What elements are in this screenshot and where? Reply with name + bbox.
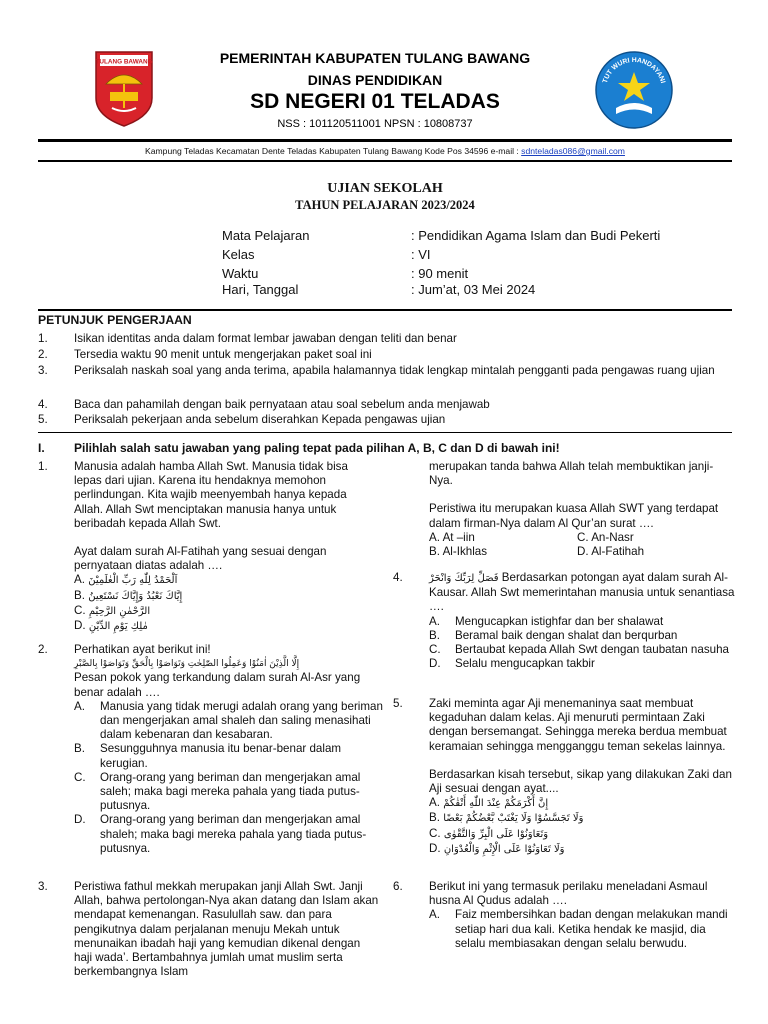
- option-text: اَلْحَمْدُ لِلّٰهِ رَبِّ الْعٰلَمِيْنَ: [88, 575, 178, 587]
- question-text: [429, 571, 739, 615]
- info-row-class: [222, 247, 742, 265]
- option-text: Orang-orang yang beriman dan mengerjakan amal saleh; maka bagi mereka pahala yang tiada putus-putusnya.: [100, 770, 361, 813]
- option-c[interactable]: [74, 604, 374, 619]
- header-divider-top: [38, 139, 732, 142]
- option-text: Orang-orang yang beriman dan mengerjakan amal shaleh; maka bagi mereka pahala yang tiada putus-putusnya.: [100, 813, 367, 855]
- option-key: D.: [429, 657, 441, 671]
- section-divider: [38, 432, 732, 433]
- info-label: Waktu: [222, 266, 259, 281]
- question-prompt: Berdasarkan kisah tersebut, sikap yang dilakukan Zaki dan Aji sesuai dengan ayat....: [429, 767, 732, 796]
- question-intro: Perhatikan ayat berikut ini!: [74, 643, 211, 656]
- info-row-subject: [222, 228, 742, 246]
- department-name: DINAS PENDIDIKAN: [307, 72, 443, 88]
- option-a[interactable]: [429, 531, 577, 545]
- option-text: An-Nasr: [591, 530, 634, 544]
- option-text: At –iin: [442, 530, 475, 544]
- option-key: A.: [429, 796, 440, 810]
- option-text: مٰلِكِ يَوْمِ الدِّيْنِ: [88, 621, 148, 633]
- option-text: Faiz membersihkan badan dengan melakukan mandi setiap hari dua kali. Ketika hendak ke masjid, dia selalu membiasakan dengan selalu berwudu.: [455, 908, 728, 950]
- option-a[interactable]: [429, 796, 735, 811]
- question-text: Manusia adalah hamba Allah Swt. Manusia tidak bisa lepas dari ujian. Karena itu hendaknya memohon perlindungan. Kita wajib meenyembah hanya kepada Allah. Allah Swt menciptakan manusia hanya untuk beribadah kepada Allah Swt.: [74, 460, 348, 530]
- option-key: C.: [74, 770, 86, 784]
- tulang-bawang-logo: [92, 50, 156, 128]
- option-key: D.: [74, 619, 86, 633]
- instruction-num: 4.: [38, 398, 48, 411]
- question-text: Zaki meminta agar Aji menemaninya saat membuat kegaduhan dalam kelas. Aji menuruti permintaan Zaki dengan bersemangat. Sehingga mereka berdua membuat keramaian sehingga mengganggu teman sekelas lainnya.: [429, 697, 727, 753]
- option-key: A.: [74, 699, 85, 713]
- question-prompt: Pesan pokok yang terkandung dalam surah Al-Asr yang benar adalah ….: [74, 671, 361, 699]
- option-d[interactable]: [577, 545, 727, 559]
- option-key: D.: [74, 813, 86, 827]
- option-b[interactable]: [74, 589, 374, 604]
- info-label: Hari, Tanggal: [222, 282, 299, 297]
- option-key: A.: [429, 908, 440, 922]
- option-key: D.: [429, 841, 441, 855]
- option-text: Beramal baik dengan shalat dan berqurban: [455, 628, 678, 642]
- option-key: C.: [429, 643, 441, 657]
- option-d[interactable]: [429, 842, 735, 857]
- question-prompt: Ayat dalam surah Al-Fatihah yang sesuai dengan pernyataan diatas adalah ….: [74, 545, 327, 573]
- question-text: Peristiwa fathul mekkah merupakan janji Allah Swt. Janji Allah, bahwa pertolongan-Nya akan datang dan Islam akan mendapat kemenangan. Rasulullah saw. dan para pengikutnya dalam perjalanan menuju Mekah untuk menunaikan ibadah haji yang kemudian dikenal dengan haji wada’. Bertambahnya jumlah umat muslim serta berkembangnya Islam: [74, 880, 379, 979]
- option-text: Mengucapkan istighfar dan ber shalawat: [455, 614, 664, 628]
- option-key: D.: [577, 545, 589, 559]
- option-key: C.: [74, 603, 86, 617]
- instruction-text: Periksalah pekerjaan anda sebelum diserahkan Kepada pengawas ujian: [74, 413, 446, 426]
- option-text: وَلَا تَجَسَّسُوْا وَلَا يَغْتَبْ بَّعْضُكُمْ بَعْضًا: [443, 813, 584, 825]
- question-number: 2.: [38, 643, 48, 656]
- section-num: I.: [38, 441, 45, 455]
- question-number: 3.: [38, 880, 48, 893]
- school-address: [38, 146, 732, 156]
- option-c[interactable]: [577, 531, 727, 545]
- exam-year: TAHUN PELAJARAN 2023/2024: [295, 198, 475, 212]
- option-text: الرَّحْمٰنِ الرَّحِيْمِ: [88, 605, 151, 617]
- question-text: Berikut ini yang termasuk perilaku meneladani Asmaul husna Al Qudus adalah ….: [429, 880, 708, 908]
- question-number: 5.: [393, 697, 403, 710]
- option-c[interactable]: [74, 771, 384, 814]
- option-text: Selalu mengucapkan takbir: [455, 657, 595, 671]
- nss-npsn: NSS : 101120511001 NPSN : 10808737: [277, 118, 473, 130]
- instruction-num: 1.: [38, 332, 48, 345]
- tut-wuri-handayani-logo: [594, 50, 674, 130]
- option-c[interactable]: [429, 827, 735, 842]
- question-number: 4.: [393, 571, 403, 584]
- option-text: Sesungguhnya manusia itu benar-benar dalam kerugian.: [100, 742, 342, 770]
- option-d[interactable]: [429, 657, 739, 671]
- instruction-num: 3.: [38, 364, 48, 377]
- option-key: B.: [429, 545, 440, 559]
- email-link[interactable]: sdnteladas086@gmail.com: [521, 146, 625, 156]
- instruction-num: 2.: [38, 348, 48, 361]
- question-ayat: فَصَلِّ لِرَبِّكَ وَانْحَرْ: [429, 573, 499, 584]
- option-key: A.: [74, 573, 85, 587]
- question-text-continued: merupakan tanda bahwa Allah telah membuktikan janji-Nya.: [429, 460, 714, 488]
- option-key: B.: [429, 628, 440, 642]
- address-text: Kampung Teladas Kecamatan Dente Teladas Kabupaten Tulang Bawang Kode Pos 34596 e-mail :: [145, 146, 522, 156]
- option-b[interactable]: [429, 629, 739, 643]
- question-prompt: Peristiwa itu merupakan kuasa Allah SWT yang terdapat dalam firman-Nya dalam Al Qur’an surat ….: [429, 502, 719, 530]
- option-d[interactable]: [74, 619, 374, 634]
- option-a[interactable]: [74, 573, 374, 588]
- question-number: 1.: [38, 460, 48, 473]
- instruction-num: 5.: [38, 413, 48, 426]
- info-value: : Pendidikan Agama Islam dan Budi Pekerti: [411, 228, 661, 243]
- government-name: PEMERINTAH KABUPATEN TULANG BAWANG: [219, 50, 531, 66]
- section-instruction: Pilihlah salah satu jawaban yang paling tepat pada pilihan A, B, C dan D di bawah ini!: [74, 441, 560, 455]
- option-b[interactable]: [74, 742, 384, 770]
- option-key: B.: [429, 811, 440, 825]
- info-label: Kelas: [222, 247, 255, 262]
- option-d[interactable]: [74, 813, 384, 856]
- info-value: : Jum’at, 03 Mei 2024: [411, 282, 536, 297]
- option-text: إِيَّاكَ نَعْبُدُ وَإِيَّاكَ نَسْتَعِينُ: [88, 590, 183, 602]
- svg-text:TUT WURI HANDAYANI: TUT WURI HANDAYANI: [601, 56, 667, 85]
- option-text: وَلَا تَعَاوَنُوْا عَلَى الْإِثْمِ وَالْعُدْوَانِ: [443, 843, 565, 855]
- instruction-text: Baca dan pahamilah dengan baik pernyataan atau soal sebelum anda menjawab: [74, 398, 490, 411]
- school-name: SD NEGERI 01 TELADAS: [250, 90, 500, 113]
- option-key: B.: [74, 742, 85, 756]
- question-ayat: إِلَّا الَّذِيْنَ اٰمَنُوْا وَعَمِلُوا الصّٰلِحٰتِ وَتَوَاصَوْا بِالْحَقِّ وَتَوَاصَوْا بِالصَّبْرِ: [74, 659, 300, 670]
- option-text: Manusia yang tidak merugi adalah orang yang beriman dan mengerjakan amal shaleh dan saling menasihati dalam kebenaran dan kesabaran.: [100, 699, 383, 742]
- option-c[interactable]: [429, 643, 739, 657]
- option-key: A.: [429, 614, 440, 628]
- option-key: C.: [577, 530, 589, 544]
- instructions-title: PETUNJUK PENGERJAAN: [38, 313, 192, 327]
- option-text: Al-Fatihah: [591, 545, 645, 559]
- instruction-text: Tersedia waktu 90 menit untuk mengerjakan paket soal ini: [74, 348, 372, 361]
- option-text: Al-Ikhlas: [442, 545, 488, 559]
- header-divider-bottom: [38, 160, 732, 162]
- option-key: C.: [429, 826, 441, 840]
- info-value: : 90 menit: [411, 266, 469, 281]
- svg-text:TULANG BAWANG: TULANG BAWANG: [95, 58, 153, 66]
- question-number: 6.: [393, 880, 403, 893]
- option-text: وَتَعَاوَنُوْا عَلَى الْبِرِّ وَالتَّقْوٰى: [443, 828, 549, 840]
- option-a[interactable]: [429, 908, 735, 951]
- exam-title: UJIAN SEKOLAH: [327, 181, 443, 196]
- instruction-text: Periksalah naskah soal yang anda terima, apabila halamannya tidak lengkap mintalah pengganti pada pengawas ruang ujian: [74, 364, 715, 377]
- option-key: B.: [74, 588, 85, 602]
- option-text: Bertaubat kepada Allah Swt dengan taubatan nasuha: [455, 643, 729, 657]
- option-a[interactable]: [429, 615, 739, 629]
- option-b[interactable]: [429, 545, 577, 559]
- option-grid: [429, 531, 734, 559]
- instruction-text: Isikan identitas anda dalam format lembar jawaban dengan teliti dan benar: [74, 332, 457, 345]
- option-b[interactable]: [429, 811, 735, 826]
- option-a[interactable]: [74, 700, 384, 743]
- question-text-body: Berdasarkan potongan ayat dalam surah Al-Kausar. Allah Swt memerintahan manusia untuk senantiasa ….: [429, 571, 735, 614]
- option-key: A.: [429, 530, 440, 544]
- instructions-divider: [38, 309, 732, 311]
- info-row-date: [222, 282, 742, 300]
- info-label: Mata Pelajaran: [222, 228, 310, 243]
- info-value: : VI: [411, 247, 431, 262]
- option-text: إِنَّ أَكْرَمَكُمْ عِنْدَ اللّٰهِ أَتْقٰكُمْ: [443, 798, 549, 810]
